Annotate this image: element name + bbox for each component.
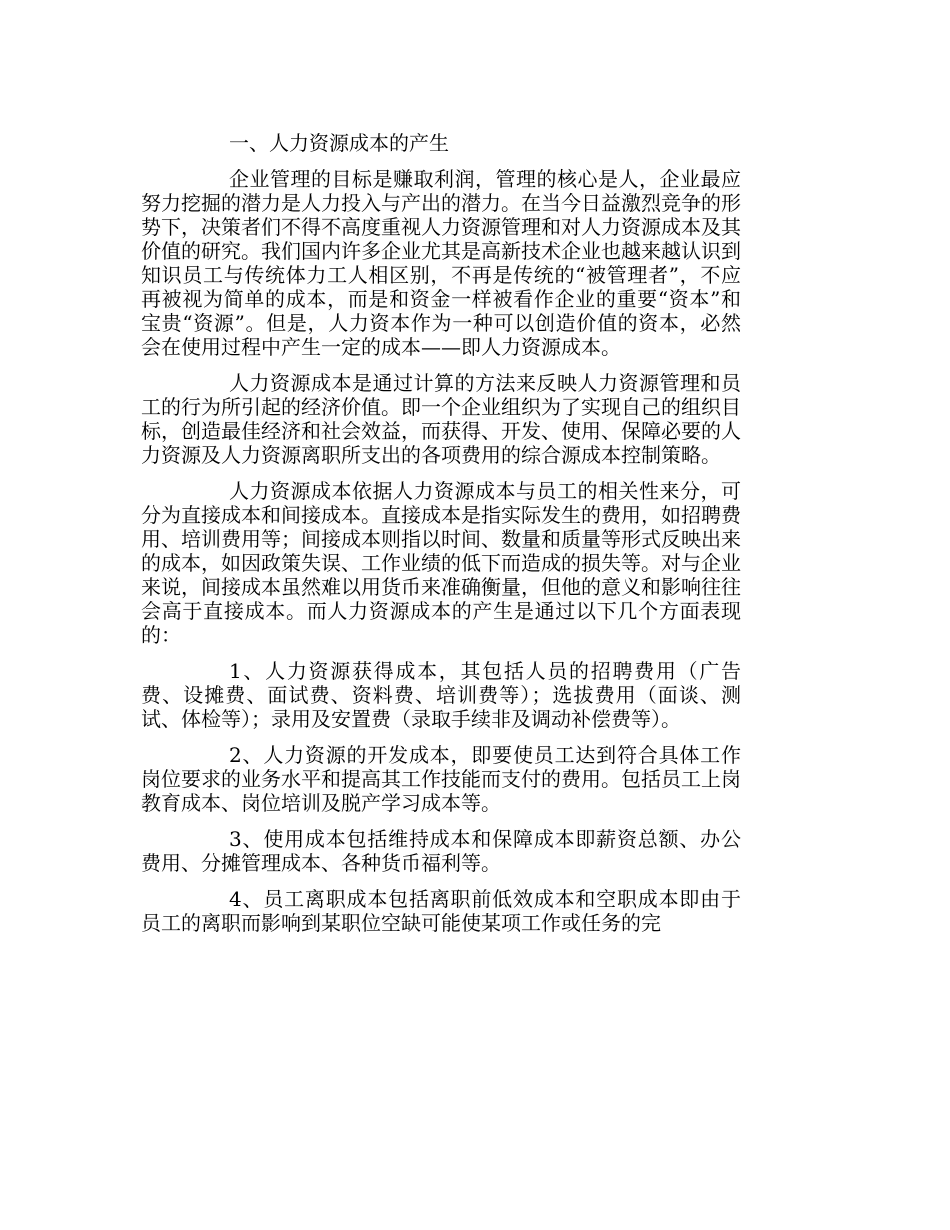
list-item-separation-cost: 4、员工离职成本包括离职前低效成本和空职成本即由于员工的离职而影响到某职位空缺可能使某项工作或任务的完 bbox=[141, 887, 741, 935]
list-item-development-cost: 2、人力资源的开发成本，即要使员工达到符合具体工作岗位要求的业务水平和提高其工作技能而支付的费用。包括员工上岗教育成本、岗位培训及脱产学习成本等。 bbox=[141, 743, 741, 815]
paragraph-definition: 人力资源成本是通过计算的方法来反映人力资源管理和员工的行为所引起的经济价值。即一个企业组织为了实现自己的组织目标，创造最佳经济和社会效益，而获得、开发、使用、保障必要的人力资源及人力资源离职所支出的各项费用的综合源成本控制策略。 bbox=[141, 371, 741, 467]
list-item-usage-cost: 3、使用成本包括维持成本和保障成本即薪资总额、办公费用、分摊管理成本、各种货币福利等。 bbox=[141, 827, 741, 875]
document-body bbox=[141, 131, 741, 947]
section-heading: 一、人力资源成本的产生 bbox=[229, 131, 449, 155]
paragraph-classification: 人力资源成本依据人力资源成本与员工的相关性来分，可分为直接成本和间接成本。直接成本是指实际发生的费用，如招聘费用、培训费用等；间接成本则指以时间、数量和质量等形式反映出来的成本，如因政策失误、工作业绩的低下而造成的损失等。对与企业来说，间接成本虽然难以用货币来准确衡量，但他的意义和影响往往会高于直接成本。而人力资源成本的产生是通过以下几个方面表现的： bbox=[141, 479, 741, 647]
list-item-acquisition-cost: 1、人力资源获得成本，其包括人员的招聘费用（广告费、设摊费、面试费、资料费、培训费等）；选拔费用（面谈、测试、体检等）；录用及安置费（录取手续非及调动补偿费等）。 bbox=[141, 659, 741, 731]
paragraph-intro: 企业管理的目标是赚取利润，管理的核心是人，企业最应努力挖掘的潜力是人力投入与产出的潜力。在当今日益激烈竞争的形势下，决策者们不得不高度重视人力资源管理和对人力资源成本及其价值的研究。我们国内许多企业尤其是高新技术企业也越来越认识到知识员工与传统体力工人相区别，不再是传统的“被管理者”，不应再被视为简单的成本，而是和资金一样被看作企业的重要“资本”和宝贵“资源”。但是，人力资本作为一种可以创造价值的资本，必然会在使用过程中产生一定的成本——即人力资源成本。 bbox=[141, 167, 741, 359]
